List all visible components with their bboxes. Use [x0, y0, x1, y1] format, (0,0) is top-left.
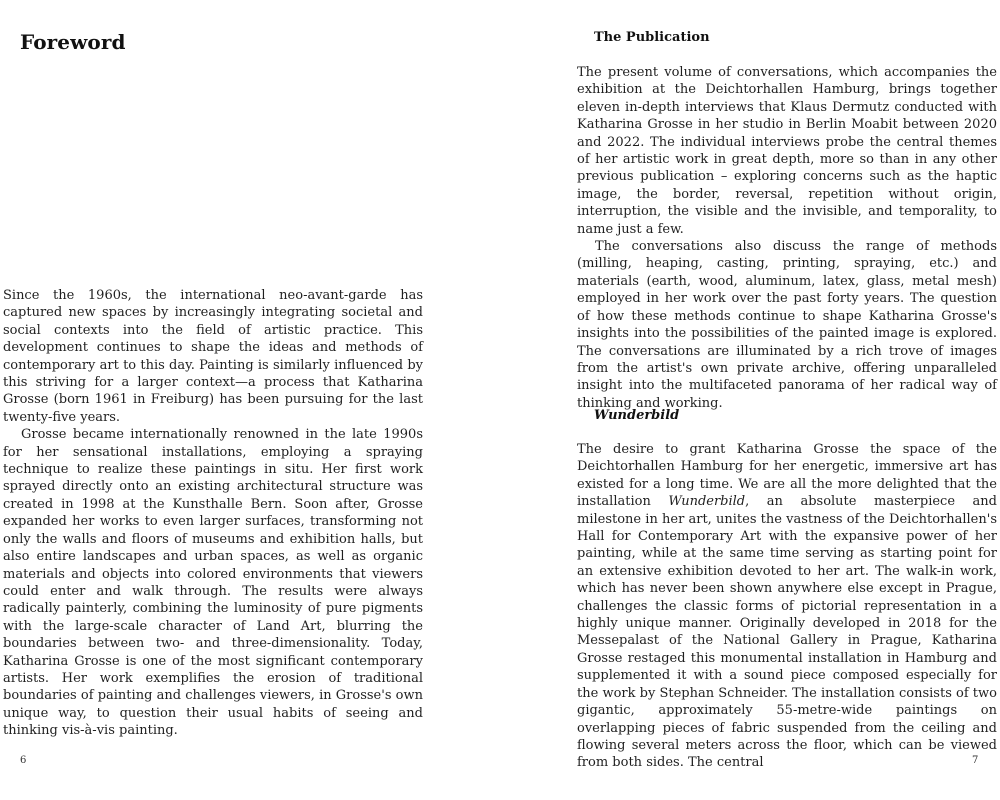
page-number-right: 7: [972, 755, 979, 766]
foreword-paragraph-1: Since the 1960s, the international neo-avant-garde has captured new spaces by increasingly integrating societal and social contexts into the field of artistic practice. This development continues to shape the ideas and methods of contemporary art to this day. Painting is similarly influenced by this striving for a larger context—a process that Katharina Grosse (born 1961 in Freiburg) has been pursuing for the last twenty-five years.: [3, 288, 423, 425]
wunderbild-paragraph: [577, 441, 997, 772]
wunderbild-work-title: Wunderbild: [668, 494, 746, 510]
publication-paragraph-2: The conversations also discuss the range of methods (milling, heaping, casting, printing, spraying, etc.) and materials (earth, wood, aluminum, latex, glass, metal mesh) employed in her work over the past forty years. The question of how these methods continue to shape Katharina Grosse's insights into the possibilities of the painted image is explored. The conversations are illuminated by a rich trove of images from the artist's own private archive, offering unparalleled insight into the multifaceted panorama of her radical way of thinking and working.: [577, 239, 997, 411]
wunderbild-text-start: The desire to grant Katharina Grosse the space of the Deichtorhallen Hamburg for her energetic, immersive art has existed for a long time. We are all the more delighted that the installation: [577, 442, 997, 510]
section-heading-publication: The Publication: [594, 30, 710, 45]
section-heading-wunderbild: Wunderbild: [594, 408, 680, 423]
wunderbild-body: [577, 441, 997, 772]
publication-paragraph-1: The present volume of conversations, which accompanies the exhibition at the Deichtorhallen Hamburg, brings together eleven in-depth interviews that Klaus Dermutz conducted with Katharina Grosse in her studio in Berlin Moabit between 2020 and 2022. The individual interviews probe the central themes of her artistic work in great depth, more so than in any other previous publication – exploring concerns such as the haptic image, the border, reversal, repetition without origin, interruption, the visible and the invisible, and temporality, to name just a few.: [577, 65, 997, 237]
chapter-title: Foreword: [20, 30, 126, 54]
wunderbild-text-continued: , an absolute masterpiece and milestone in her art, unites the vastness of the Deichtorhallen's Hall for Contemporary Art with the expansive power of her painting, while at the same time serving as starting point for an extensive exhibition devoted to her art. The walk-in work, which has never been shown anywhere else except in Prague, challenges the classic forms of pictorial representation in a highly unique manner. Originally developed in 2018 for the Messepalast of the National Gallery in Prague, Katharina Grosse restaged this monumental installation in Hamburg and supplemented it with a sound piece composed especially for the work by Stephan Schneider. The installation consists of two gigantic, approximately 55-metre-wide paintings on overlapping pieces of fabric suspended from the ceiling and flowing several meters across the floor, which can be viewed from both sides. The central: [577, 494, 997, 771]
right-page: [500, 0, 1000, 800]
publication-body: [577, 64, 997, 412]
page-number-left: 6: [20, 755, 27, 766]
foreword-body: [3, 287, 423, 740]
foreword-paragraph-2: Grosse became internationally renowned in the late 1990s for her sensational installations, employing a spraying technique to realize these paintings in situ. Her first work sprayed directly onto an existing architectural structure was created in 1998 at the Kunsthalle Bern. Soon after, Grosse expanded her works to even larger surfaces, transforming not only the walls and floors of museums and exhibition halls, but also entire landscapes and urban spaces, as well as organic materials and objects into colored environments that viewers could enter and walk through. The results were always radically painterly, combining the luminosity of pure pigments with the large-scale character of Land Art, blurring the boundaries between two- and three-dimensionality. Today, Katharina Grosse is one of the most significant contemporary artists. Her work exemplifies the erosion of traditional boundaries of painting and challenges viewers, in Grosse's own unique way, to question their usual habits of seeing and thinking vis-à-vis painting.: [3, 427, 423, 739]
